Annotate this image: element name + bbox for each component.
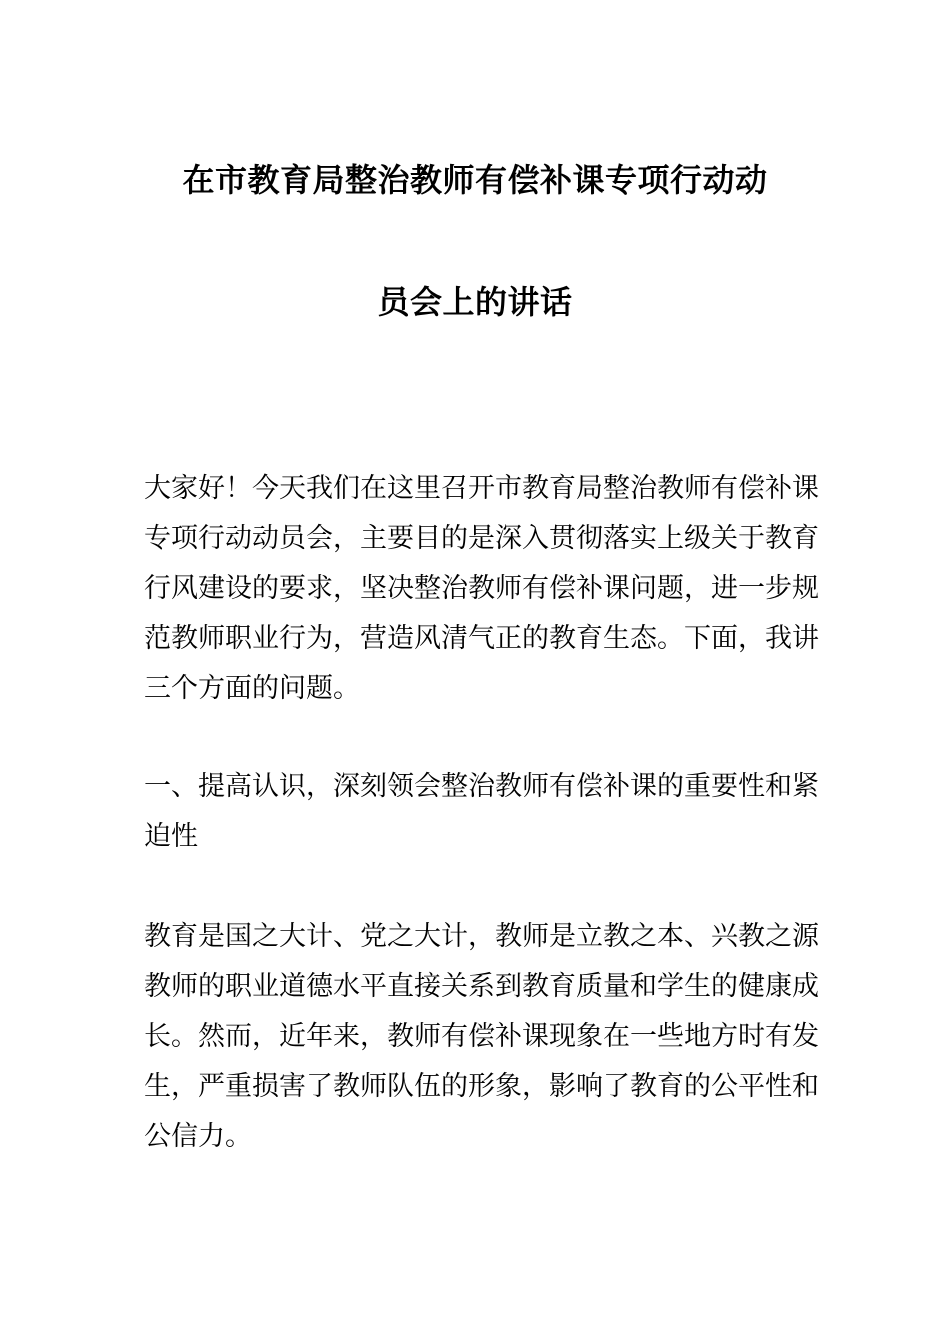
section-heading [144, 762, 824, 862]
paragraph-line: 范教师职业行为，营造风清气正的教育生态。下面，我讲 [144, 623, 819, 654]
education-paragraph [144, 912, 824, 1162]
paragraph-line: 三个方面的问题。 [144, 673, 360, 704]
heading-line: 迫性 [144, 821, 198, 852]
paragraph-line: 公信力。 [144, 1121, 252, 1152]
paragraph-line: 专项行动动员会，主要目的是深入贯彻落实上级关于教育 [144, 523, 819, 554]
document-title-line-2: 员会上的讲话 [377, 283, 573, 321]
heading-line: 一、提高认识，深刻领会整治教师有偿补课的重要性和紧 [144, 771, 819, 802]
paragraph-line: 教师的职业道德水平直接关系到教育质量和学生的健康成 [144, 971, 819, 1002]
intro-paragraph [144, 464, 824, 714]
paragraph-line: 生，严重损害了教师队伍的形象，影响了教育的公平性和 [144, 1071, 819, 1102]
paragraph-line: 行风建设的要求，坚决整治教师有偿补课问题，进一步规 [144, 573, 819, 604]
paragraph-line: 大家好！今天我们在这里召开市教育局整治教师有偿补课 [144, 473, 819, 504]
paragraph-line: 教育是国之大计、党之大计，教师是立教之本、兴教之源 [144, 921, 819, 952]
paragraph-line: 长。然而，近年来，教师有偿补课现象在一些地方时有发 [144, 1021, 819, 1052]
document-title-line-1: 在市教育局整治教师有偿补课专项行动动 [182, 161, 768, 199]
